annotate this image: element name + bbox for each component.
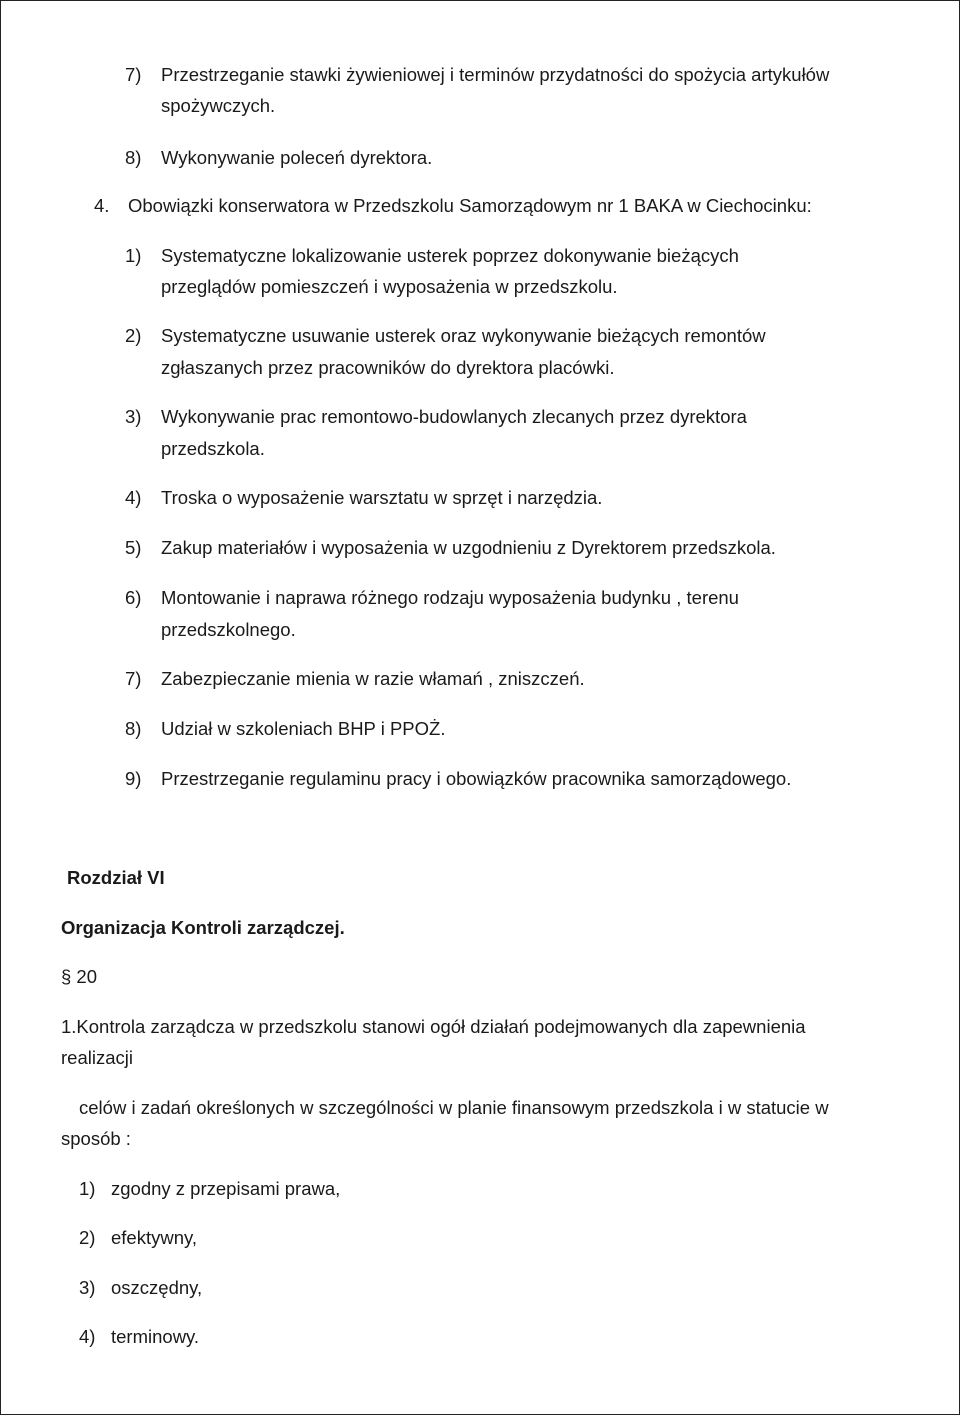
list-item-text: Zabezpieczanie mienia w razie włamań , zniszczeń. xyxy=(161,668,585,689)
list-item-text: Systematyczne usuwanie usterek oraz wykonywanie bieżących remontów xyxy=(161,325,766,346)
list-item-text: zgodny z przepisami prawa, xyxy=(111,1178,341,1199)
body-paragraph: sposób : xyxy=(61,1128,131,1149)
list-item-text: Wykonywanie prac remontowo-budowlanych zlecanych przez dyrektora xyxy=(161,406,747,427)
list-item-text: Udział w szkoleniach BHP i PPOŻ. xyxy=(161,718,446,739)
list-item-text: Troska o wyposażenie warsztatu w sprzęt i narzędzia. xyxy=(161,487,603,508)
list-item-text: efektywny, xyxy=(111,1227,198,1248)
list-item-number: 1) xyxy=(79,1178,96,1199)
list-item-text: terminowy. xyxy=(111,1326,200,1347)
point-heading: Obowiązki konserwatora w Przedszkolu Samorządowym nr 1 BAKA w Ciechocinku: xyxy=(128,195,812,216)
body-paragraph: realizacji xyxy=(61,1047,133,1068)
list-item-text: zgłaszanych przez pracowników do dyrektora placówki. xyxy=(161,357,615,378)
list-item-number: 1) xyxy=(125,245,142,266)
list-item-number: 9) xyxy=(125,768,142,789)
list-item-number: 3) xyxy=(79,1277,96,1298)
list-item-number: 4) xyxy=(79,1326,96,1347)
list-item-text: przedszkolnego. xyxy=(161,619,296,640)
list-item-number: 7) xyxy=(125,64,142,85)
list-item-text: przeglądów pomieszczeń i wyposażenia w przedszkolu. xyxy=(161,276,618,297)
list-item-number: 2) xyxy=(79,1227,96,1248)
list-item-number: 6) xyxy=(125,587,142,608)
chapter-subtitle: Organizacja Kontroli zarządczej. xyxy=(61,917,345,938)
list-item-text: Wykonywanie poleceń dyrektora. xyxy=(161,147,433,168)
list-item-text: spożywczych. xyxy=(161,95,276,116)
paragraph-sign: § 20 xyxy=(61,966,98,987)
point-number: 4. xyxy=(94,195,110,216)
body-paragraph: 1.Kontrola zarządcza w przedszkolu stanowi ogół działań podejmowanych dla zapewnienia xyxy=(61,1016,806,1037)
list-item-text: Zakup materiałów i wyposażenia w uzgodnieniu z Dyrektorem przedszkola. xyxy=(161,537,776,558)
list-item-number: 2) xyxy=(125,325,142,346)
list-item-text: przedszkola. xyxy=(161,438,265,459)
list-item-number: 3) xyxy=(125,406,142,427)
list-item-text: Systematyczne lokalizowanie usterek poprzez dokonywanie bieżących xyxy=(161,245,739,266)
body-paragraph: celów i zadań określonych w szczególności w planie finansowym przedszkola i w statucie w xyxy=(79,1097,829,1118)
list-item-number: 8) xyxy=(125,147,142,168)
list-item-number: 7) xyxy=(125,668,142,689)
list-item-number: 8) xyxy=(125,718,142,739)
list-item-text: Montowanie i naprawa różnego rodzaju wyposażenia budynku , terenu xyxy=(161,587,739,608)
list-item-number: 5) xyxy=(125,537,142,558)
list-item-number: 4) xyxy=(125,487,142,508)
list-item-text: oszczędny, xyxy=(111,1277,203,1298)
list-item-text: Przestrzeganie stawki żywieniowej i terminów przydatności do spożycia artykułów xyxy=(161,64,830,85)
chapter-title: Rozdział VI xyxy=(67,867,165,888)
list-item-text: Przestrzeganie regulaminu pracy i obowiązków pracownika samorządowego. xyxy=(161,768,792,789)
